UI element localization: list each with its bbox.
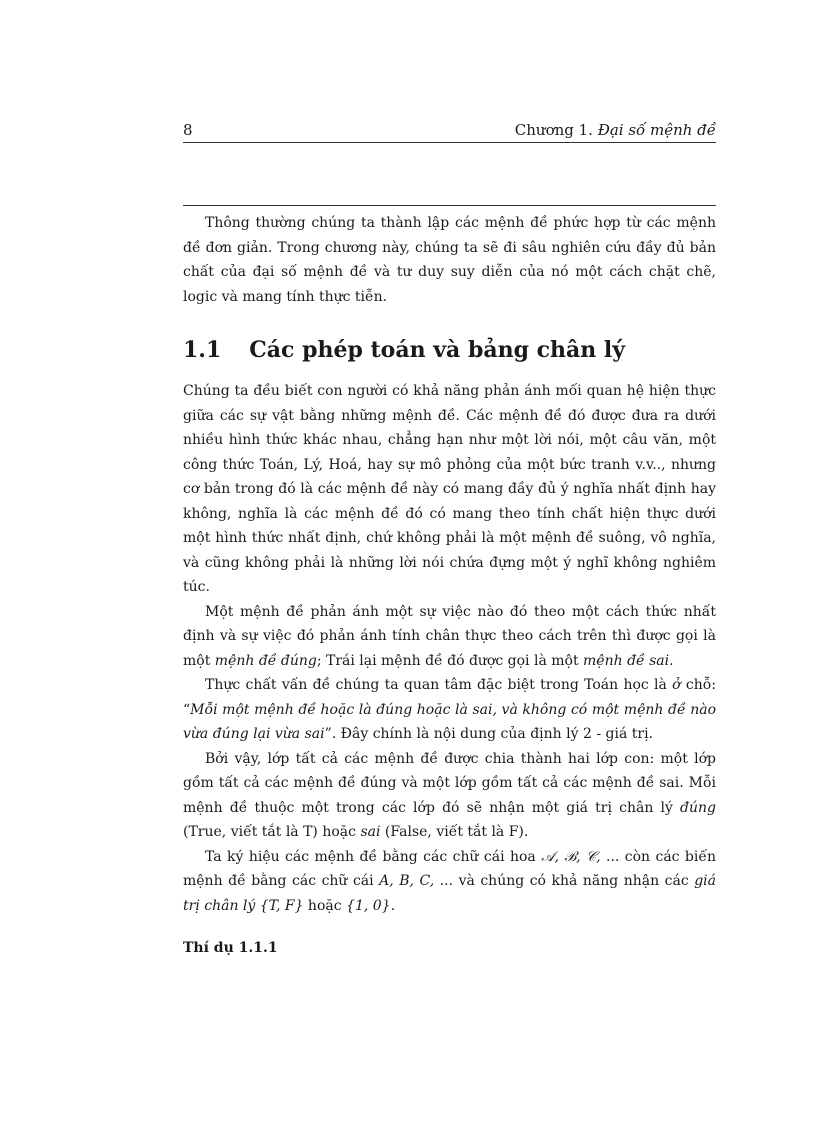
paragraph-1: Chúng ta đều biết con người có khả năng phản ánh mối quan hệ hiện thực giữa các sự vật bằng những mệnh đề. Các mệnh đề đó được đưa ra dưới nhiều hình thức khác nhau, chẳng hạn như một lời nói, một câu văn, một công thức Toán, Lý, Hoá, hay sự mô phỏng của một bức tranh v.v.., nhưng cơ bản trong đó là các mệnh đề này có mang đầy đủ ý nghĩa nhất định hay không, nghĩa là các mệnh đề đó có mang theo tính chất hiện thực dưới một hình thức nhất định, chứ không phải là một mệnh đề suông, vô nghĩa, và cũng không phải là những lời nói chứa đựng một ý nghĩ không nghiêm túc. [183,383,716,595]
running-header [183,120,716,140]
section-title: Các phép toán và bảng chân lý [249,337,626,363]
paragraph-5: Ta ký hiệu các mệnh đề bằng các chữ cái hoa 𝒜, ℬ, 𝒞, ... còn các biến mệnh đề bằng các chữ cái A, B, C, ... và chúng có khả năng nhận các giá trị chân lý {T, F} hoặc {1, 0}. [183,848,717,914]
chapter-title [515,120,716,140]
header-rule [183,142,716,143]
section-number: 1.1 [183,337,222,363]
chapter-name: Đại số mệnh đề [597,121,716,139]
paragraph-3: Thực chất vấn đề chúng ta quan tâm đặc biệt trong Toán học là ở chỗ: “Mỗi một mệnh đề hoặc là đúng hoặc là sai, và không có một mệnh đề nào vừa đúng lại vừa sai”. Đây chính là nội dung của định lý 2 - giá trị. [183,677,717,742]
chapter-prefix: Chương 1. [514,121,593,139]
intro-paragraph: Thông thường chúng ta thành lập các mệnh đề phức hợp từ các mệnh đề đơn giản. Trong chương này, chúng ta sẽ đi sâu nghiên cứu đầy đủ bản chất của đại số mệnh đề và tư duy suy diễn của nó một cách chặt chẽ, logic và mang tính thực tiễn. [183,215,716,305]
example-label: Thí dụ 1.1.1 [183,940,278,956]
intro-rule [183,205,716,206]
paragraph-2: Một mệnh đề phản ánh một sự việc nào đó theo một cách thức nhất định và sự việc đó phản ánh tính chân thực theo cách trên thì được gọi là một mệnh đề đúng; Trái lại mệnh đề đó được gọi là một mệnh đề sai. [183,603,716,669]
page-number: 8 [183,121,193,139]
section-heading [183,335,716,365]
paragraph-4: Bởi vậy, lớp tất cả các mệnh đề được chia thành hai lớp con: một lớp gồm tất cả các mệnh đề đúng và một lớp gồm tất cả các mệnh đề sai. Mỗi mệnh đề thuộc một trong các lớp đó sẽ nhận một giá trị chân lý đúng (True, viết tắt là T) hoặc sai (False, viết tắt là F). [183,750,716,840]
page-content [183,211,716,961]
